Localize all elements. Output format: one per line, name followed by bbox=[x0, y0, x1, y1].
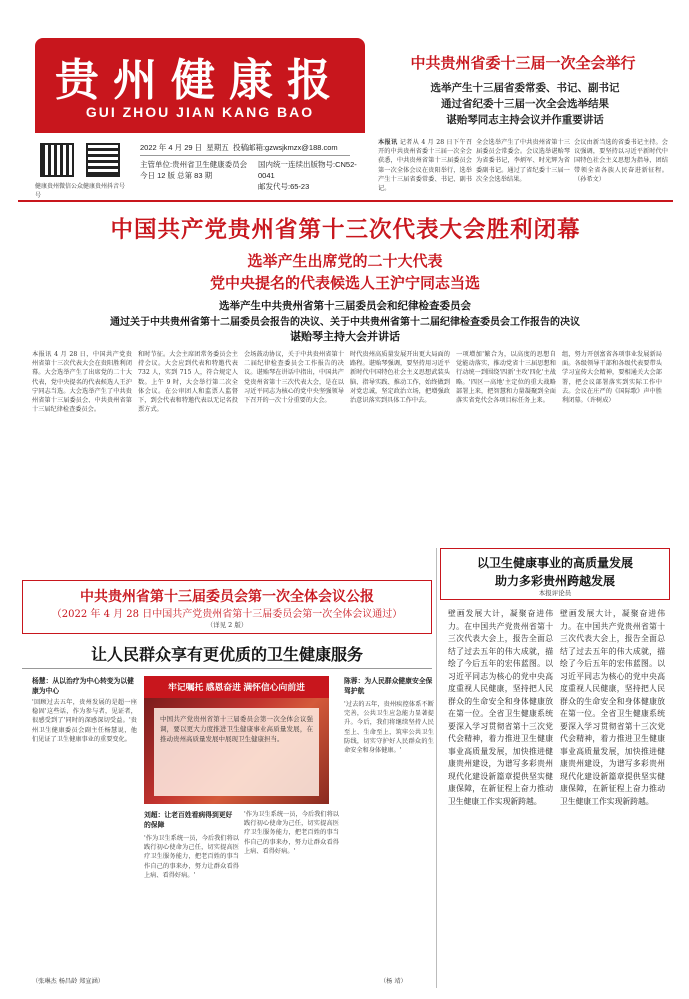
lower-col2-label: 刘超：让老百姓看病得到更好的保障 bbox=[144, 811, 233, 829]
issue-cn-block bbox=[258, 159, 368, 192]
headline-deck-2: 通过关于中共贵州省第十二届委员会报告的决议、关于中共贵州省第十二届纪律检查委员会工作报告的决议 bbox=[110, 317, 580, 328]
info-rule bbox=[140, 155, 350, 156]
headline-deck-1: 选举产生中共贵州省第十三届委员会和纪律检查委员会 bbox=[219, 300, 471, 312]
headline-rule bbox=[18, 200, 673, 202]
gazette-note: （详见 2 版） bbox=[206, 621, 248, 629]
gazette-title: 中共贵州省第十三届委员会第一次全体会议公报 bbox=[80, 589, 374, 605]
lower-column-3: '作为卫生系统一员，今后我们将以践行初心使命为己任，切实提高医疗卫生服务能力，把老百姓的事当作自己的事来办，努力让群众看得上病、看得好病。' bbox=[244, 811, 339, 855]
headline-sub-1: 选举产生出席党的二十大代表 bbox=[247, 252, 443, 270]
qr-caption-douyin: 健康贵州抖音号 bbox=[83, 184, 126, 190]
top-story-title: 中共贵州省委十三届一次全会举行 bbox=[410, 54, 636, 72]
masthead bbox=[35, 38, 365, 133]
top-story-col-3: 会议由新当选的省委书记主持。会议强调，要坚持以习近平新时代中国特色社会主义思想为指导，团结带领全省各族人民奋进新征程。（孙希文） bbox=[574, 139, 668, 183]
lower-story-rule bbox=[22, 668, 432, 669]
main-headline: 中国共产党贵州省第十三次代表大会胜利闭幕 bbox=[110, 217, 581, 243]
top-story-deck-1: 选举产生十三届省委常委、书记、副书记 bbox=[430, 82, 620, 94]
lower-story-title: 让人民群众享有更优质的卫生健康服务 bbox=[90, 645, 363, 664]
main-column-2: 和时节征。大会主席团常务委员会主持会议。大会应到代表和特邀代表 732 人，实到 715 人，符合规定人数。上午 9 时，大会举行第二次全体会议。在公审团人和监票人监督下，到会代表和特邀代表以无记名投票方式。 bbox=[138, 351, 238, 414]
feature-text-col-2: 壁画发展大计，凝聚奋进伟力。在中国共产党贵州省第十三次代表大会上，报告全面总结了过去五年的伟大成就，描绘了今后五年的宏伟蓝图。以习近平同志为核心的党中央高度重视人民健康，坚持把人民群众的生命安全和身体健康放在第一位。全省卫生健康系统要深入学习贯彻省第十三次党代会精神，着力推进卫生健康事业高质量发展，加快推进健康贵州建设，为谱写多彩贵州现代化建设新篇章提供坚实健康保障，在新征程上奋力推动卫生健康工作实现新跨越。 bbox=[560, 609, 665, 806]
feature-text-col-1: 壁画发展大计，凝聚奋进伟力。在中国共产党贵州省第十三次代表大会上，报告全面总结了过去五年的伟大成就，描绘了今后五年的宏伟蓝图。以习近平同志为核心的党中央高度重视人民健康，坚持把人民群众的生命安全和身体健康放在第一位。全省卫生健康系统要深入学习贯彻省第十三次党代会精神，着力推进卫生健康事业高质量发展，加快推进健康贵州建设，为谱写多彩贵州现代化建设新篇章提供坚实健康保障，在新征程上奋力推动卫生健康工作实现新跨越。 bbox=[448, 609, 553, 806]
issue-info bbox=[140, 142, 340, 153]
lower-author: （张琳杰 杨昌龄 郑宣涵） bbox=[32, 978, 104, 985]
issue-cn: 国内统一连续出版物号:CN52-0041 bbox=[258, 160, 357, 180]
main-column-3: 会场鼓动协议，关于中共贵州省第十二届纪律检查委员会工作报告的决议。谌贻琴在讲话中指出，中国共产党贵州省第十三次代表大会，是在以习近平同志为核心的党中央坚强领导下召开的一次十分重要的大会。 bbox=[244, 351, 344, 405]
column-divider bbox=[436, 548, 437, 988]
lower-author-2: （杨 靖） bbox=[380, 978, 407, 985]
newspaper-pinyin: GUI ZHOU JIAN KANG BAO bbox=[85, 104, 315, 120]
lower-col3-label: 陈蓉：为人民群众健康安全保驾护航 bbox=[344, 677, 433, 695]
wechat-qr-icon bbox=[40, 143, 74, 177]
lower-quote-label: 杨慧：从以治疗为中心转变为以健康为中心 bbox=[32, 677, 134, 695]
douyin-qr-icon bbox=[86, 143, 120, 177]
issue-weekday: 星期五 bbox=[206, 143, 229, 152]
gazette-subtitle: （2022 年 4 月 28 日中国共产党贵州省第十三届委员会第一次全体会议通过） bbox=[51, 609, 403, 620]
feature-byline: 本报评论员 bbox=[538, 589, 572, 597]
slogan-banner-text: 牢记嘱托 感恩奋进 满怀信心向前进 bbox=[168, 682, 305, 692]
feature-title-2: 助力多彩贵州跨越发展 bbox=[494, 574, 615, 588]
main-column-4: 时代贵州高质量发展开出更大局面的路程。谌贻琴强调，要坚持用习近平新时代中国特色社会主义思想武装头脑、指导实践、推动工作，始终做到对党忠诚，坚定政治立场，把增强政治意识落实到具体工作中去。 bbox=[350, 351, 450, 405]
top-story-deck-2: 通过省纪委十三届一次全会选举结果 bbox=[441, 98, 609, 110]
issue-sponsor: 主管单位:贵州省卫生健康委员会 bbox=[140, 160, 248, 169]
main-column-6: 组，努力开创富省各项事业发展新局面。各级领导干部和各级代表要带头学习宣传大会精神，要相通关大会部署，把会议部署落实到实际工作中去。会议在庄严的《国际歌》声中胜利闭幕。（许树成） bbox=[562, 351, 662, 405]
lower-column-1: '回顾过去五年，贵州发展的是超一座稳固'这些话，作为参与者，见证者，很感受到了'同时的深感深切受益。'贵州卫生健康委员会副主任杨慧说，他们见证了卫生健康事业的重要变化。 bbox=[32, 699, 137, 743]
issue-pages: 今日 12 版 总第 83 期 bbox=[140, 171, 213, 180]
top-story-col-2: 全会选举产生了中共贵州省第十三届委员会常委会。会议选举谌贻琴为省委书记，李炳军、时光辉为省委副书记。通过了省纪委十三届一次全会选举结果。 bbox=[476, 139, 570, 183]
top-story-byline: 本报讯 bbox=[378, 139, 398, 146]
issue-email: 投稿邮箱:gzwsjkmzx@188.com bbox=[232, 143, 338, 152]
issue-post: 邮发代号:65-23 bbox=[258, 182, 310, 191]
photo-caption: 中国共产党贵州省第十三届委员会第一次全体会议强调，要以更大力度推进卫生健康事业高质量发展，在推动贵州高质量发展中展现卫生健康担当。 bbox=[154, 708, 319, 796]
newspaper-title: 贵州健康报 bbox=[55, 55, 345, 106]
headline-sub-2: 党中央提名的代表候选人王沪宁同志当选 bbox=[209, 274, 480, 292]
top-story-text-1: 记者从 4 月 28 日下午召开的中共贵州省委十三届一次全会获悉，中共贵州省第十三届委员会第一次全体会议在贵阳举行，选举产生十三届省委常委、书记、副书记。 bbox=[378, 139, 472, 193]
lower-column-2: '作为卫生系统一员，今后我们将以践行初心使命为己任，切实提高医疗卫生服务能力，把老百姓的事当作自己的事来办，努力让群众看得上病、看得好病。' bbox=[144, 835, 239, 879]
lower-column-4: '过去的五年，贵州疾控体系不断完善，公共卫生应急能力显著提升。今后，我们将继续坚持人民至上、生命至上，筑牢公共卫生防线，切实守护好人民群众的生命安全和身体健康。' bbox=[344, 701, 434, 755]
headline-deck-3: 谌贻琴主持大会并讲话 bbox=[290, 330, 400, 343]
main-column-5: 一项增加'繁合为，以高度的思想自觉能动落实，推动党省十三届思想和行动统一到围绕'四新'主攻'四化'主战略。'四区一高地'主定位的重大战略部署上来，把智慧和力量凝聚到全面落实省党代会各项目标任务上来。 bbox=[456, 351, 556, 405]
top-story-decks bbox=[390, 80, 660, 128]
top-story-col-1 bbox=[378, 138, 472, 194]
qr-caption-wechat: 健康贵州微信公众号 bbox=[35, 184, 84, 199]
top-story-deck-3: 谌贻琴同志主持会议并作重要讲话 bbox=[446, 114, 604, 126]
main-column-1: 本报讯 4 月 28 日，中国共产党贵州省第十三次代表大会在贵阳胜利闭幕。大会选举产生了出席党的二十大代表，党中央提名的代表候选人王沪宁同志当选。大会选举产生了中共贵州省第十三届委员会、中共贵州省第十三届纪律检查委员会。 bbox=[32, 351, 132, 414]
feature-title-1: 以卫生健康事业的高质量发展 bbox=[476, 556, 633, 570]
issue-sponsor-block bbox=[140, 159, 255, 181]
issue-date: 2022 年 4 月 29 日 bbox=[140, 143, 203, 152]
